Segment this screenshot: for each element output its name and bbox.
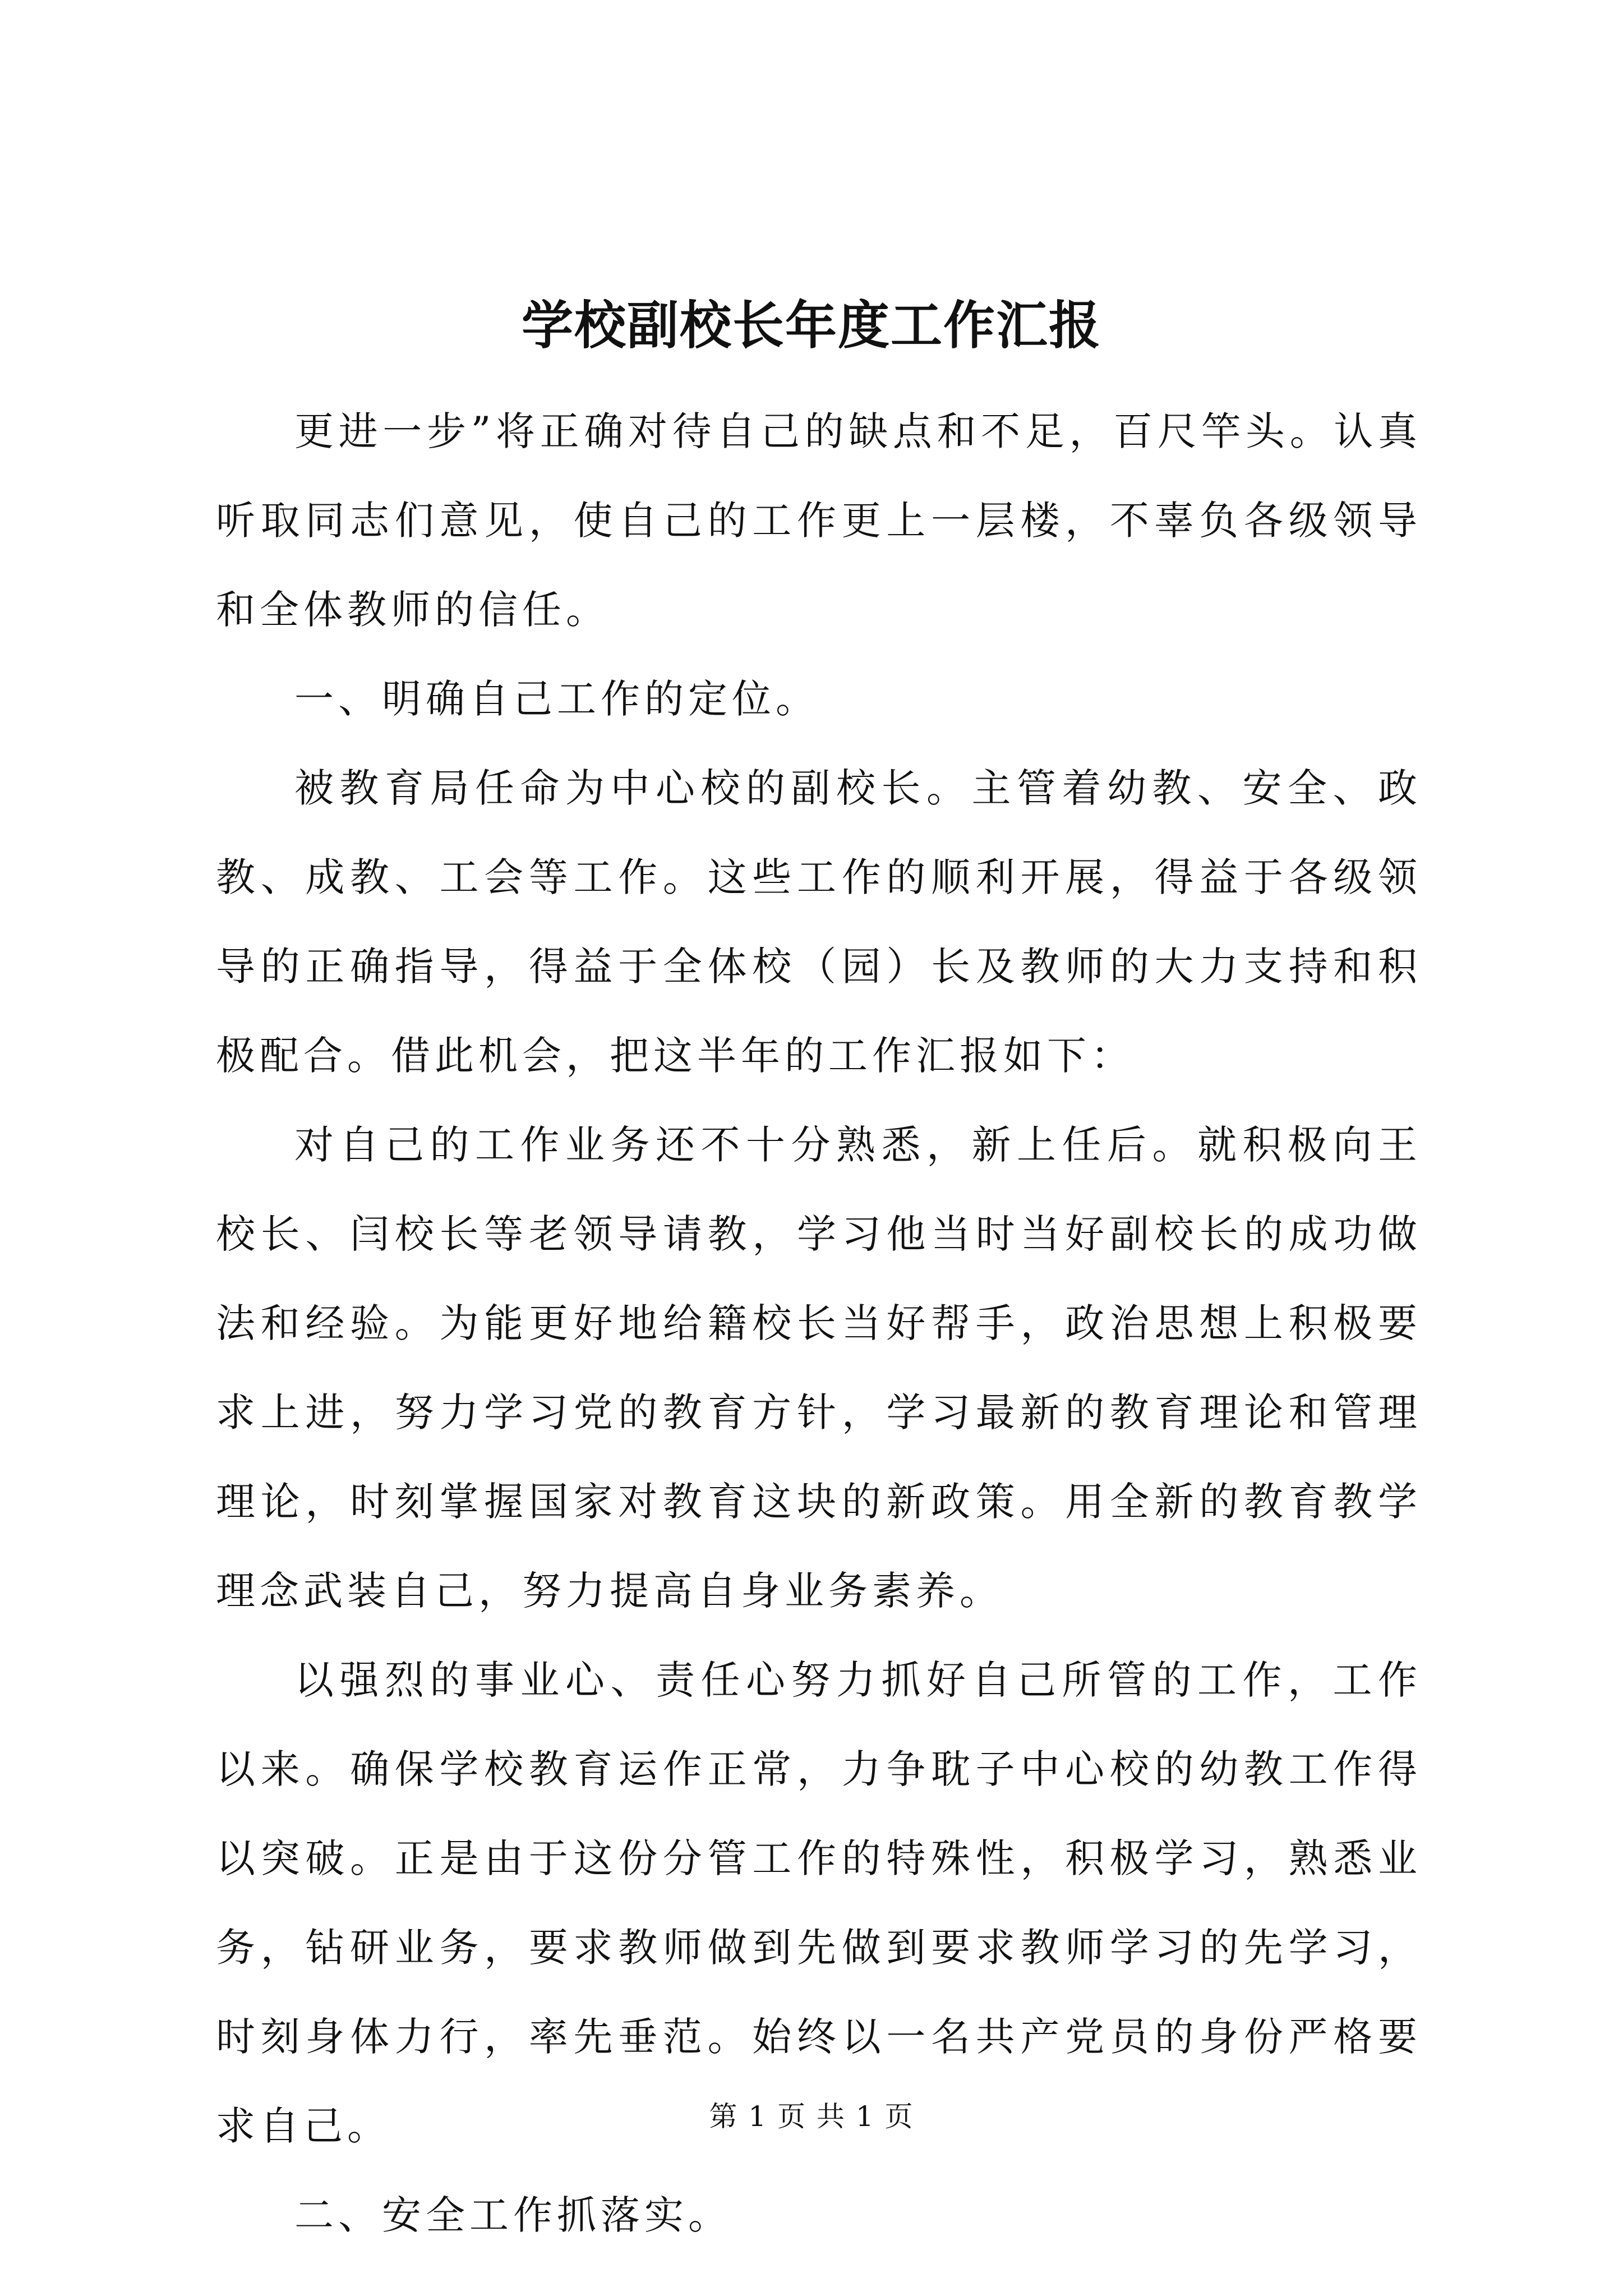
paragraph-position: 被教育局任命为中心校的副校长。主管着幼教、安全、政教、成教、工会等工作。这些工作的顺利开展，得益于各级领导的正确指导，得益于全体校（园）长及教师的大力支持和积极配合。借此机会，把这半年的工作汇报如下： xyxy=(216,765,1422,1079)
section-heading-1: 一、明确自己工作的定位。 xyxy=(294,676,819,722)
document-title: 学校副校长年度工作汇报 xyxy=(521,295,1101,356)
page-footer: 第 1 页 共 1 页 xyxy=(709,2100,914,2133)
document-body xyxy=(216,387,1422,2260)
paragraph-intro: 更进一步”将正确对待自己的缺点和不足，百尺竿头。认真听取同志们意见，使自己的工作更上一层楼，不辜负各级领导和全体教师的信任。 xyxy=(216,408,1422,633)
section-heading-2: 二、安全工作抓落实。 xyxy=(294,2192,732,2238)
paragraph-responsibility: 以强烈的事业心、责任心努力抓好自己所管的工作，工作以来。确保学校教育运作正常，力争耽子中心校的幼教工作得以突破。正是由于这份分管工作的特殊性，积极学习，熟悉业务，钻研业务，要求教师做到先做到要求教师学习的先学习，时刻身体力行，率先垂范。始终以一名共产党员的身份严格要求自己。 xyxy=(216,1657,1422,2149)
paragraph-learning: 对自己的工作业务还不十分熟悉，新上任后。就积极向王校长、闫校长等老领导请教，学习他当时当好副校长的成功做法和经验。为能更好地给籍校长当好帮手，政治思想上积极要求上进，努力学习党的教育方针，学习最新的教育理论和管理理论，时刻掌握国家对教育这块的新政策。用全新的教育教学理念武装自己，努力提高自身业务素养。 xyxy=(216,1122,1422,1614)
